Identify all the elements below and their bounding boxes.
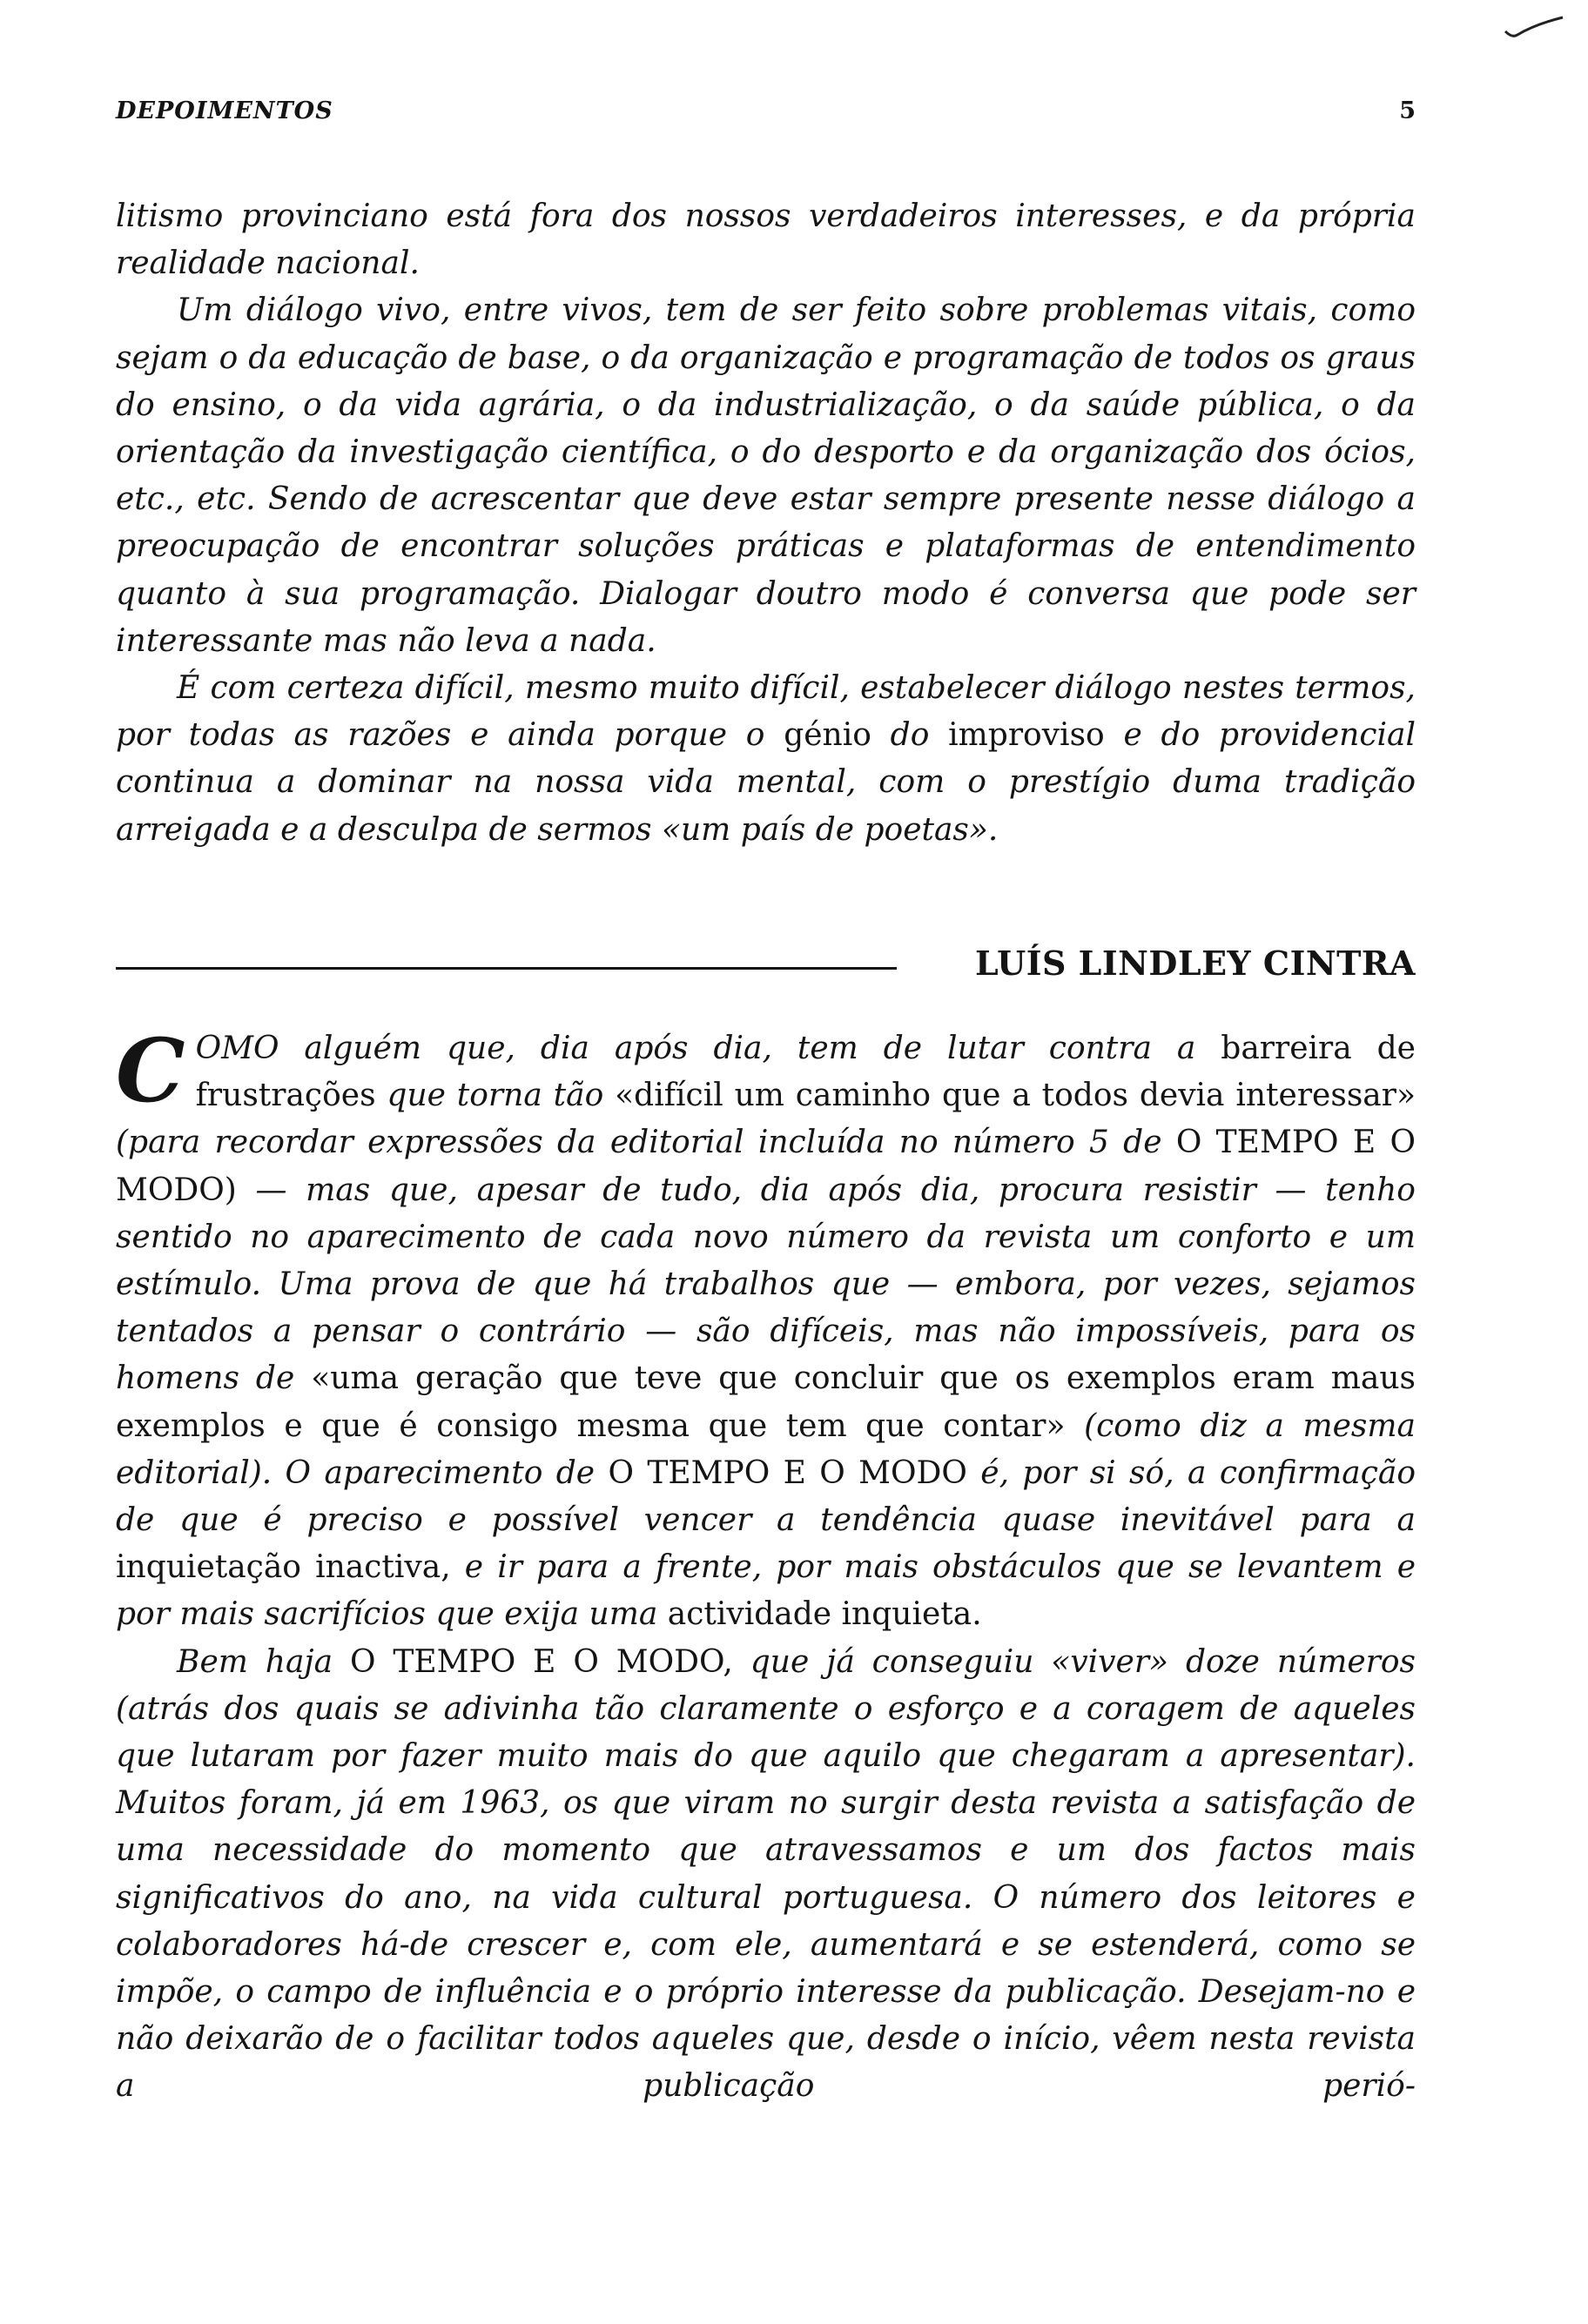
text-run: O TEMPO E O MODO, bbox=[349, 1643, 733, 1680]
pencil-tick-mark bbox=[1500, 16, 1570, 42]
text-run: O TEMPO E O MODO bbox=[608, 1454, 967, 1491]
page-number: 5 bbox=[1399, 97, 1416, 124]
text-run: actividade inquieta. bbox=[667, 1596, 982, 1633]
text-run: Bem haja bbox=[177, 1643, 333, 1680]
text-run: (para recordar expressões da editorial incluída no número 5 de bbox=[116, 1125, 1162, 1161]
text-run: É com certeza difícil, mesmo muito difícil, estabelecer diálogo nestes termos, por todas as razões e ainda porque o bbox=[116, 670, 1416, 754]
text-run: e do bbox=[1123, 717, 1201, 754]
text-run: O TEMPO E O MODO) bbox=[116, 1125, 1416, 1208]
text-run: improviso bbox=[948, 717, 1105, 754]
text-run: do bbox=[890, 717, 930, 754]
running-header bbox=[116, 97, 1416, 132]
drop-cap: C bbox=[116, 1019, 185, 1122]
paragraph bbox=[116, 1019, 1416, 1639]
text-run: inquietação inactiva, bbox=[116, 1549, 451, 1586]
text-run: — mas que, apesar de tudo, dia após dia, procura resistir — tenho sentido no aparecimento de cada novo número da revista um conforto e um estímulo. Uma prova de que há trabalhos que — embora, por vezes, sejamos tentados a pensar o contrário — são difíceis, mas não impossíveis, para os homens de bbox=[116, 1172, 1416, 1397]
section-divider bbox=[116, 967, 897, 970]
text-run: é, por si só, a confirmação de que é preciso e possível vencer a tendência quase inevitável para a bbox=[116, 1454, 1416, 1539]
text-run: que já conseguiu «viver» doze números (atrás dos quais se adivinha tão claramente o esforço e a coragem de aqueles que lutaram por fazer muito mais do que aquilo que chegaram a apresentar). Muitos foram, já em 1963, os que viram no surgir desta revista a satisfação de uma necessidade do momento que atravessamos e um dos factos mais significativos do ano, na vida cultural portuguesa. O número dos leitores e colaboradores há-de crescer e, com ele, aumentará e se estenderá, como se impõe, o campo de influência e o próprio interesse da publicação. Desejam-no e não deixarão de o facilitar todos aqueles que, desde o início, vêem nesta revista a publicação perió- bbox=[116, 1643, 1416, 2105]
book-page bbox=[116, 0, 1416, 2324]
paragraph bbox=[116, 665, 1416, 854]
section-title: DEPOIMENTOS bbox=[116, 97, 333, 124]
paragraph bbox=[116, 1639, 1416, 2111]
paragraph: litismo provinciano está fora dos nossos verdadeiros interesses, e da própria realidade nacional. bbox=[116, 198, 1416, 282]
article-text bbox=[116, 1019, 1416, 2111]
text-run: barreira de frustrações bbox=[195, 1031, 1416, 1114]
author-name: LUÍS LINDLEY CINTRA bbox=[974, 944, 1416, 983]
text-run: OMO alguém que, dia após dia, tem de lutar contra a bbox=[195, 1031, 1196, 1066]
text-run: uma bbox=[589, 1596, 658, 1633]
text-run: que torna tão bbox=[387, 1078, 604, 1114]
text-run: e ir para a frente, por mais obstáculos que se levantem e por mais sacrifícios que exija bbox=[116, 1549, 1416, 1633]
intro-text bbox=[116, 193, 1416, 854]
text-run: (como diz a mesma editorial). O aparecimento de bbox=[116, 1407, 1416, 1491]
text-run: génio bbox=[784, 717, 871, 754]
paragraph: Um diálogo vivo, entre vivos, tem de ser feito sobre problemas vitais, como sejam o da educação de base, o da organização e programação de todos os graus do ensino, o da vida agrária, o da industrialização, o da saúde pública, o da orientação da investigação científica, o do desporto e da organização dos ócios, etc., etc. Sendo de acrescentar que deve estar sempre presente nesse diálogo a preocupação de encontrar soluções práticas e plataformas de entendimento quanto à sua programação. Dialogar doutro modo é conversa que pode ser interessante mas não leva a nada. bbox=[116, 292, 1416, 659]
text-run: «difícil um caminho que a todos devia interessar» bbox=[615, 1078, 1416, 1114]
text-run: «uma geração que teve que concluir que os exemplos eram maus exemplos e que é consigo mesma que tem que contar» bbox=[116, 1360, 1416, 1444]
text-run: providencial continua a dominar na nossa vida mental, com o prestígio duma tradição arreigada e a desculpa de sermos «um país de poetas». bbox=[116, 717, 1416, 848]
